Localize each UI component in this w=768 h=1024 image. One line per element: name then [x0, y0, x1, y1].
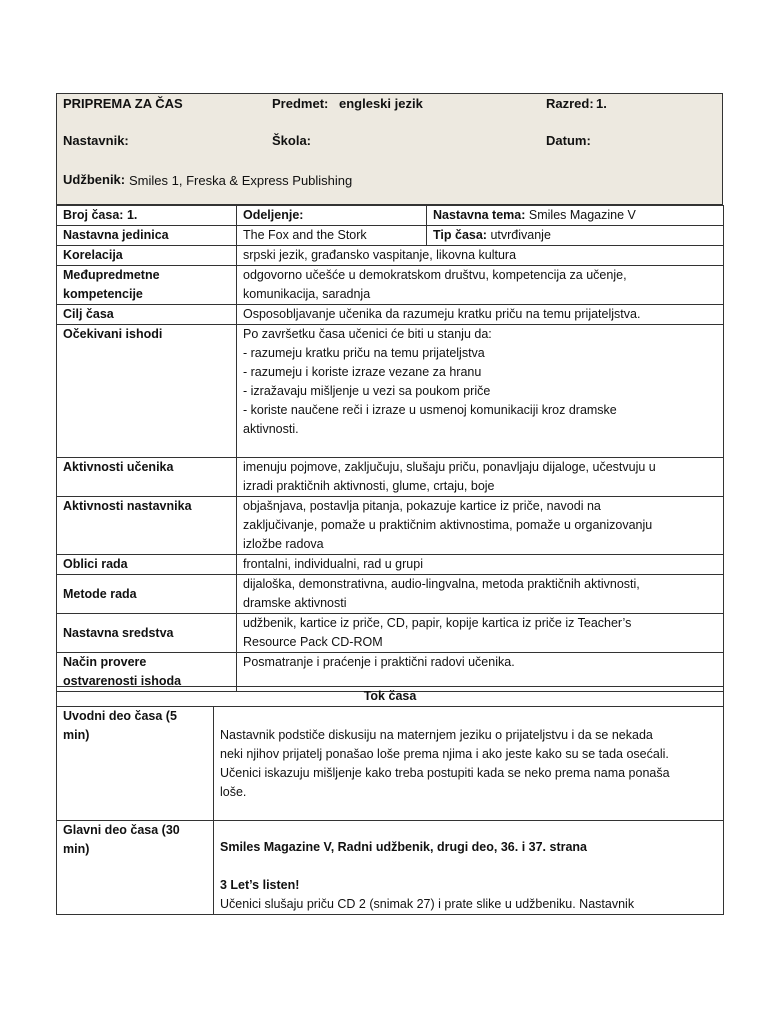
provere-value: Posmatranje i praćenje i praktični radovi učenika.	[237, 653, 724, 692]
akt-nastavnika-line: izložbe radova	[243, 537, 324, 551]
header-block	[56, 93, 723, 205]
ishodi-label: Očekivani ishodi	[57, 325, 237, 458]
akt-nastavnika-line: objašnjava, postavlja pitanja, pokazuje kartice iz priče, navodi na	[243, 499, 601, 513]
korelacija-label: Korelacija	[57, 246, 237, 266]
broj-casa-cell	[57, 206, 237, 226]
akt-nastavnika-value	[237, 497, 724, 555]
sredstva-line: udžbenik, kartice iz priče, CD, papir, kopije kartica iz priče iz Teacher’s	[243, 616, 632, 630]
ishodi-line: - razumeju i koriste izraze vezane za hranu	[243, 365, 482, 379]
tema-value: Smiles Magazine V	[528, 208, 636, 222]
razred-label: Razred:	[546, 96, 594, 111]
ishodi-line: - koriste naučene reči i izraze u usmenoj komunikaciji kroz dramske	[243, 403, 617, 417]
akt-ucenika-value	[237, 458, 724, 497]
razred-value: 1.	[596, 96, 607, 111]
listen-text: Učenici slušaju priču CD 2 (snimak 27) i prate slike u udžbeniku. Nastavnik	[220, 897, 635, 911]
lesson-table	[56, 205, 724, 692]
tip-label: Tip časa:	[433, 228, 487, 242]
glavni-label	[57, 821, 214, 915]
jedinica-label: Nastavna jedinica	[57, 226, 237, 246]
medjupredmetne-label	[57, 266, 237, 305]
metode-line: dramske aktivnosti	[243, 596, 347, 610]
tema-label: Nastavna tema:	[433, 208, 526, 222]
uvodni-line: loše.	[220, 785, 247, 799]
sredstva-value	[237, 614, 724, 653]
ishodi-line: aktivnosti.	[243, 422, 299, 436]
udzbenik-label: Udžbenik:	[63, 172, 126, 187]
predmet-label: Predmet:	[272, 96, 329, 111]
cilj-label: Cilj časa	[57, 305, 237, 325]
sredstva-line: Resource Pack CD-ROM	[243, 635, 383, 649]
tema-cell	[427, 206, 724, 226]
odeljenje-label: Odeljenje:	[237, 206, 427, 226]
oblici-value: frontalni, individualni, rad u grupi	[237, 555, 724, 575]
medjupredmetne-label-line: kompetencije	[63, 287, 143, 301]
akt-nastavnika-label: Aktivnosti nastavnika	[57, 497, 237, 555]
medjupredmetne-value	[237, 266, 724, 305]
uvodni-line: Nastavnik podstiče diskusiju na maternjem jeziku o prijateljstvu i da se nekada	[220, 728, 653, 742]
datum-label: Datum:	[546, 133, 591, 148]
tip-cell	[427, 226, 724, 246]
broj-casa-label: Broj časa:	[63, 208, 124, 222]
oblici-label: Oblici rada	[57, 555, 237, 575]
glavni-label-line: min)	[63, 842, 90, 856]
broj-casa-value: 1.	[126, 208, 138, 222]
tok-casa-table	[56, 686, 724, 915]
medjupredmetne-label-line: Međupredmetne	[63, 268, 160, 282]
glavni-value	[214, 821, 724, 915]
glavni-heading: Smiles Magazine V, Radni udžbenik, drugi deo, 36. i 37. strana	[220, 840, 588, 854]
medjupredmetne-value-line: komunikacija, saradnja	[243, 287, 371, 301]
metode-value	[237, 575, 724, 614]
nastavnik-label: Nastavnik:	[63, 133, 129, 148]
glavni-label-line: Glavni deo časa (30	[63, 823, 180, 837]
uvodni-value	[214, 707, 724, 821]
listen-heading: 3 Let’s listen!	[220, 878, 300, 892]
akt-ucenika-line: izradi praktičnih aktivnosti, glume, crtaju, boje	[243, 479, 495, 493]
ishodi-line: - razumeju kratku priču na temu prijateljstva	[243, 346, 485, 360]
jedinica-value: The Fox and the Stork	[237, 226, 427, 246]
uvodni-label-line: min)	[63, 728, 90, 742]
udzbenik-value: Smiles 1, Freska & Express Publishing	[129, 173, 353, 188]
akt-nastavnika-line: zaključivanje, pomaže u praktičnim aktivnostima, pomaže u organizovanju	[243, 518, 653, 532]
uvodni-label	[57, 707, 214, 821]
akt-ucenika-label: Aktivnosti učenika	[57, 458, 237, 497]
metode-line: dijaloška, demonstrativna, audio-lingvalna, metoda praktičnih aktivnosti,	[243, 577, 640, 591]
provere-label-line: ostvarenosti ishoda	[63, 674, 182, 688]
uvodni-line: Učenici iskazuju mišljenje kako treba postupiti kada se neko prema nama ponaša	[220, 766, 670, 780]
uvodni-label-line: Uvodni deo časa (5	[63, 709, 177, 723]
uvodni-line: neki njihov prijatelj ponašao loše prema njima i ako jeste kako su se tada osećali.	[220, 747, 669, 761]
predmet-value: engleski jezik	[339, 96, 423, 111]
ishodi-value	[237, 325, 724, 458]
skola-label: Škola:	[272, 133, 312, 148]
priprema-title: PRIPREMA ZA ČAS	[63, 96, 183, 111]
cilj-value: Osposobljavanje učenika da razumeju kratku priču na temu prijateljstva.	[237, 305, 724, 325]
akt-ucenika-line: imenuju pojmove, zaključuju, slušaju priču, ponavljaju dijaloge, učestvuju u	[243, 460, 656, 474]
medjupredmetne-value-line: odgovorno učešće u demokratskom društvu, kompetencija za učenje,	[243, 268, 627, 282]
metode-label: Metode rada	[57, 575, 237, 614]
provere-label-line: Način provere	[63, 655, 147, 669]
ishodi-line: Po završetku časa učenici će biti u stanju da:	[243, 327, 492, 341]
sredstva-label: Nastavna sredstva	[57, 614, 237, 653]
korelacija-value: srpski jezik, građansko vaspitanje, likovna kultura	[237, 246, 724, 266]
tok-casa-title: Tok časa	[57, 687, 724, 707]
tip-value: utvrđivanje	[490, 228, 551, 242]
ishodi-line: - izražavaju mišljenje u vezi sa poukom priče	[243, 384, 491, 398]
